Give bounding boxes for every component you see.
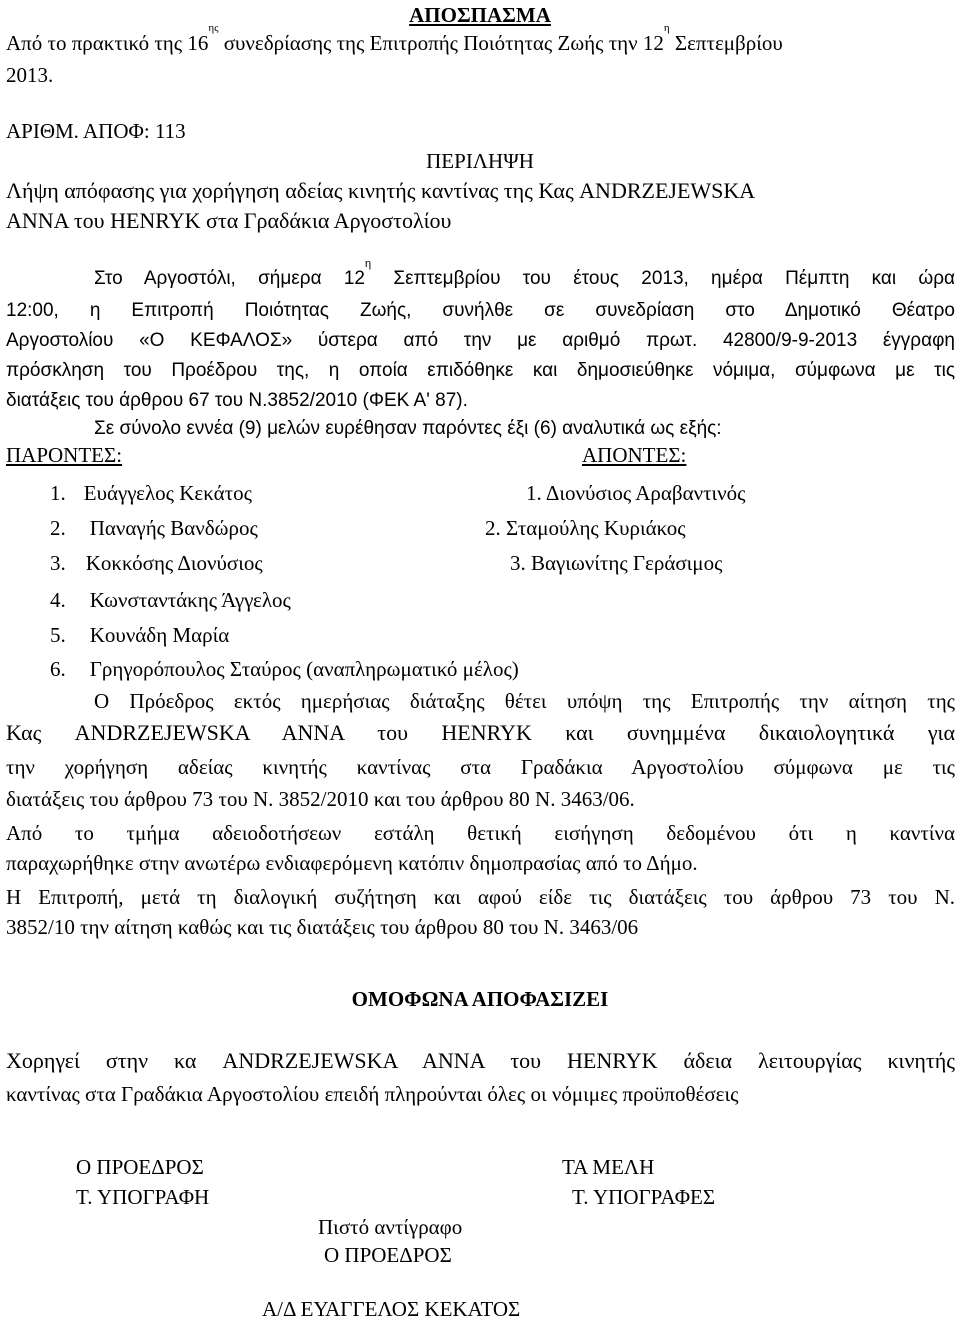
present-member-1: 1. Ευάγγελος Κεκάτος: [50, 481, 252, 505]
body-p3-line-2: 3852/10 την αίτηση καθώς και τις διατάξεις του άρθρου 80 του Ν. 3463/06: [6, 915, 639, 939]
intro-line-3: Αργοστολίου «Ο ΚΕΦΑΛΟΣ» ύστερα από την με αριθμό πρωτ. 42800/9-9-2013 έγγραφη: [6, 330, 955, 351]
attendance-line: Σε σύνολο εννέα (9) μελών ευρέθησαν παρόντες έξι (6) αναλυτικά ως εξής:: [94, 418, 722, 439]
document-title: ΑΠΟΣΠΑΣΜΑ: [409, 3, 551, 27]
signature-left-sign: Τ. ΥΠΟΓΡΑΦΗ: [76, 1185, 210, 1209]
body-p2-line-1: Από το τμήμα αδειοδοτήσεων εστάλη θετική εισήγηση δεδομένου ότι η καντίνα: [6, 821, 955, 845]
header-line-1: Από το πρακτικό της $16^{\eta\varsigma}$ συνεδρίασης της Επιτροπής Ποιότητας Ζωής την $12^\eta$ Σεπτεμβρίου: [6, 22, 783, 55]
body-p3-line-1: Η Επιτροπή, μετά τη διαλογική συζήτηση και αφού είδε τις διατάξεις του άρθρου 73 του Ν.: [6, 885, 955, 909]
summary-heading: ΠΕΡΙΛΗΨΗ: [426, 149, 534, 173]
ruling-heading: ΟΜΟΦΩΝΑ ΑΠΟΦΑΣΙΖΕΙ: [351, 987, 609, 1011]
body-p2-line-2: παραχωρήθηκε στην ανωτέρω ενδιαφερόμενη κατόπιν δημοπρασίας από το Δήμο.: [6, 851, 698, 875]
intro-line-1: Στο Αργοστόλι, σήμερα $12^\eta$ Σεπτεμβρίου του έτους 2013, ημέρα Πέμπτη και ώρα: [94, 258, 955, 289]
body-p1-line-3: την χορήγηση αδείας κινητής καντίνας στα Γραδάκια Αργοστολίου σύμφωνα με τις: [6, 755, 955, 779]
summary-line-1: Λήψη απόφασης για χορήγηση αδείας κινητής καντίνας της Κας ANDRZEJEWSKA: [6, 178, 756, 203]
header-line-2: 2013.: [6, 63, 54, 87]
decision-number: ΑΡΙΘΜ. ΑΠΟΦ: 113: [6, 119, 186, 143]
ruling-line-2: καντίνας στα Γραδάκια Αργοστολίου επειδή πληρούνται όλες οι νόμιμες προϋποθέσεις: [6, 1082, 739, 1106]
absent-member-2: 2. Σταμούλης Κυριάκος: [485, 516, 686, 540]
present-member-3: 3. Κοκκόσης Διονύσιος: [50, 551, 263, 575]
present-member-2: 2. Παναγής Βανδώρος: [50, 516, 258, 540]
body-p1-line-1: Ο Πρόεδρος εκτός ημερήσιας διάταξης θέτει υπόψη της Επιτροπής την αίτηση της: [94, 689, 955, 713]
summary-line-2: ANNA του HENRYK στα Γραδάκια Αργοστολίου: [6, 208, 452, 233]
absent-member-3: 3. Βαγιωνίτης Γεράσιμος: [510, 551, 723, 575]
present-member-6: 6. Γρηγορόπουλος Σταύρος (αναπληρωματικό μέλος): [50, 657, 519, 681]
body-p1-line-4: διατάξεις του άρθρου 73 του Ν. 3852/2010 και του άρθρου 80 Ν. 3463/06.: [6, 787, 635, 811]
signature-right-sign: Τ. ΥΠΟΓΡΑΦΕΣ: [572, 1185, 716, 1209]
intro-line-2: 12:00, η Επιτροπή Ποιότητας Ζωής, συνήλθε σε συνεδρίαση στο Δημοτικό Θέατρο: [6, 300, 955, 321]
ruling-line-1: Χορηγεί στην κα ANDRZEJEWSKA ANNA του HENRYK άδεια λειτουργίας κινητής: [6, 1048, 955, 1073]
intro-line-4: πρόσκληση του Προέδρου της, η οποία επιδόθηκε και δημοσιεύθηκε νόμιμα, σύμφωνα με τις: [6, 360, 955, 381]
absent-member-1: 1. Διονύσιος Αραβαντινός: [526, 481, 746, 505]
present-member-5: 5. Κουνάδη Μαρία: [50, 623, 230, 647]
signature-right-title: ΤΑ ΜΕΛΗ: [562, 1155, 655, 1179]
signatory-name: Α/Δ ΕΥΑΓΓΕΛΟΣ ΚΕΚΑΤΟΣ: [262, 1297, 521, 1321]
signature-left-title: Ο ΠΡΟΕΔΡΟΣ: [76, 1155, 204, 1179]
certified-copy-president: Ο ΠΡΟΕΔΡΟΣ: [324, 1243, 452, 1267]
present-member-4: 4. Κωνσταντάκης Άγγελος: [50, 588, 291, 612]
certified-copy-label: Πιστό αντίγραφο: [318, 1215, 463, 1239]
body-p1-line-2: Κας ANDRZEJEWSKA ANNA του HENRYK και συνημμένα δικαιολογητικά για: [6, 720, 955, 745]
absent-heading: ΑΠΟΝΤΕΣ:: [582, 443, 687, 467]
intro-line-5: διατάξεις του άρθρου 67 του Ν.3852/2010 (ΦΕΚ Α' 87).: [6, 390, 468, 411]
present-heading: ΠΑΡΟΝΤΕΣ:: [6, 443, 123, 467]
